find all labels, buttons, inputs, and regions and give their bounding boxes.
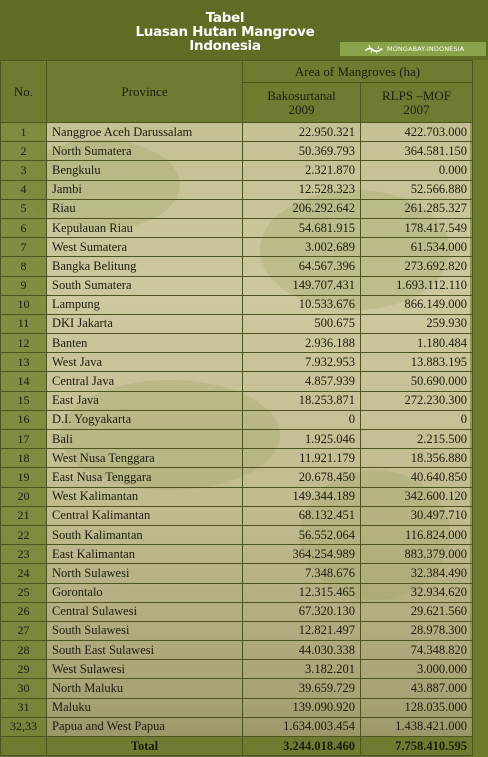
row-number: 9 <box>1 276 47 295</box>
row-number: 15 <box>1 391 47 410</box>
province-cell: Papua and West Papua <box>47 717 243 736</box>
row-number: 17 <box>1 430 47 449</box>
table-row <box>1 621 473 640</box>
table-row <box>1 199 473 218</box>
row-number: 29 <box>1 660 47 679</box>
bakosurtanal-value: 11.921.179 <box>243 449 361 468</box>
bakosurtanal-value: 1.634.003.454 <box>243 717 361 736</box>
column-group-header: Area of Mangroves (ha) <box>243 61 473 83</box>
bakosurtanal-value: 68.132.451 <box>243 506 361 525</box>
row-number: 25 <box>1 583 47 602</box>
bakosurtanal-value: 50.369.793 <box>243 142 361 161</box>
rlps-value: 866.149.000 <box>361 295 473 314</box>
province-cell: East Nusa Tenggara <box>47 468 243 487</box>
row-number: 31 <box>1 698 47 717</box>
mangrove-area-table <box>0 60 473 756</box>
row-number: 22 <box>1 525 47 544</box>
column-header-line: 2009 <box>288 101 315 117</box>
table-row <box>1 180 473 199</box>
table-row <box>1 410 473 429</box>
table-row <box>1 641 473 660</box>
rlps-value: 178.417.549 <box>361 218 473 237</box>
table-row <box>1 161 473 180</box>
bakosurtanal-value: 4.857.939 <box>243 372 361 391</box>
table-row <box>1 142 473 161</box>
bakosurtanal-value: 12.821.497 <box>243 621 361 640</box>
table-row <box>1 679 473 698</box>
title-line: Tabel <box>205 10 245 26</box>
bakosurtanal-value: 3.182.201 <box>243 660 361 679</box>
bakosurtanal-value: 64.567.396 <box>243 257 361 276</box>
title-line: Indonesia <box>189 38 261 54</box>
rlps-value: 40.640.850 <box>361 468 473 487</box>
province-cell: Nanggroe Aceh Darussalam <box>47 123 243 142</box>
bakosurtanal-value: 18.253.871 <box>243 391 361 410</box>
table-row <box>1 717 473 736</box>
rlps-value: 261.285.327 <box>361 199 473 218</box>
bakosurtanal-value: 39.659.729 <box>243 679 361 698</box>
brand-logo <box>340 42 486 56</box>
row-number: 5 <box>1 199 47 218</box>
table-row <box>1 602 473 621</box>
bakosurtanal-value: 67.320.130 <box>243 602 361 621</box>
province-cell: South East Sulawesi <box>47 641 243 660</box>
table-row <box>1 276 473 295</box>
province-cell: Lampung <box>47 295 243 314</box>
total-row <box>1 737 473 756</box>
bakosurtanal-value: 20.678.450 <box>243 468 361 487</box>
table-row <box>1 583 473 602</box>
bakosurtanal-value: 0 <box>243 410 361 429</box>
province-cell: Bengkulu <box>47 161 243 180</box>
total-label: Total <box>47 737 243 756</box>
bakosurtanal-value: 12.528.323 <box>243 180 361 199</box>
row-number: 8 <box>1 257 47 276</box>
province-cell: Bangka Belitung <box>47 257 243 276</box>
bakosurtanal-value: 2.321.870 <box>243 161 361 180</box>
province-cell: Bali <box>47 430 243 449</box>
rlps-value: 364.581.150 <box>361 142 473 161</box>
province-cell: West Sumatera <box>47 238 243 257</box>
brand-text: MONGABAY-INDONESIA <box>387 45 465 53</box>
rlps-value: 128.035.000 <box>361 698 473 717</box>
row-number: 1 <box>1 123 47 142</box>
bakosurtanal-value: 10.533.676 <box>243 295 361 314</box>
bakosurtanal-value: 364.254.989 <box>243 545 361 564</box>
rlps-value: 422.703.000 <box>361 123 473 142</box>
province-cell: Gorontalo <box>47 583 243 602</box>
bakosurtanal-value: 149.344.189 <box>243 487 361 506</box>
rlps-value: 259.930 <box>361 314 473 333</box>
province-cell: West Java <box>47 353 243 372</box>
rlps-value: 32.384.490 <box>361 564 473 583</box>
row-number: 30 <box>1 679 47 698</box>
row-number: 23 <box>1 545 47 564</box>
bakosurtanal-value: 22.950.321 <box>243 123 361 142</box>
bakosurtanal-value: 7.932.953 <box>243 353 361 372</box>
bakosurtanal-value: 2.936.188 <box>243 334 361 353</box>
province-cell: Central Kalimantan <box>47 506 243 525</box>
rlps-value: 29.621.560 <box>361 602 473 621</box>
table-row <box>1 295 473 314</box>
province-cell: West Kalimantan <box>47 487 243 506</box>
province-cell: East Java <box>47 391 243 410</box>
column-header-rlps <box>361 83 473 123</box>
rlps-value: 273.692.820 <box>361 257 473 276</box>
bakosurtanal-value: 206.292.642 <box>243 199 361 218</box>
column-header-no: No. <box>1 61 47 123</box>
table-row <box>1 506 473 525</box>
rlps-value: 1.438.421.000 <box>361 717 473 736</box>
row-number: 26 <box>1 602 47 621</box>
rlps-value: 74.348.820 <box>361 641 473 660</box>
column-header-line: RLPS –MOF <box>382 87 451 103</box>
table-row <box>1 238 473 257</box>
row-number: 7 <box>1 238 47 257</box>
bakosurtanal-value: 7.348.676 <box>243 564 361 583</box>
page-title <box>135 11 315 53</box>
rlps-value: 116.824.000 <box>361 525 473 544</box>
province-cell: DKI Jakarta <box>47 314 243 333</box>
province-cell: Maluku <box>47 698 243 717</box>
province-cell: D.I. Yogyakarta <box>47 410 243 429</box>
province-cell: Kepulauan Riau <box>47 218 243 237</box>
row-number: 32,33 <box>1 717 47 736</box>
rlps-value: 50.690.000 <box>361 372 473 391</box>
table-row <box>1 660 473 679</box>
header-banner <box>0 0 488 60</box>
province-cell: Central Sulawesi <box>47 602 243 621</box>
table-row <box>1 525 473 544</box>
total-rlps: 7.758.410.595 <box>361 737 473 756</box>
bakosurtanal-value: 139.090.920 <box>243 698 361 717</box>
table-row <box>1 353 473 372</box>
rlps-value: 32.934.620 <box>361 583 473 602</box>
column-header-bakosurtanal <box>243 83 361 123</box>
rlps-value: 0 <box>361 410 473 429</box>
bakosurtanal-value: 54.681.915 <box>243 218 361 237</box>
province-cell: Central Java <box>47 372 243 391</box>
rlps-value: 30.497.710 <box>361 506 473 525</box>
table-row <box>1 218 473 237</box>
province-cell: West Nusa Tenggara <box>47 449 243 468</box>
province-cell: North Sulawesi <box>47 564 243 583</box>
rlps-value: 61.534.000 <box>361 238 473 257</box>
table-row <box>1 449 473 468</box>
row-number: 12 <box>1 334 47 353</box>
rlps-value: 272.230.300 <box>361 391 473 410</box>
table-row <box>1 334 473 353</box>
row-number: 3 <box>1 161 47 180</box>
row-number: 2 <box>1 142 47 161</box>
bakosurtanal-value: 1.925.046 <box>243 430 361 449</box>
table-row <box>1 487 473 506</box>
column-header-line: Bakosurtanal <box>267 87 336 103</box>
row-number: 27 <box>1 621 47 640</box>
column-header-province: Province <box>47 61 243 123</box>
rlps-value: 1.180.484 <box>361 334 473 353</box>
row-number: 21 <box>1 506 47 525</box>
bakosurtanal-value: 149.707.431 <box>243 276 361 295</box>
row-number: 20 <box>1 487 47 506</box>
table-row <box>1 468 473 487</box>
row-number: 4 <box>1 180 47 199</box>
column-header-line: 2007 <box>403 101 430 117</box>
table-row <box>1 257 473 276</box>
table-row <box>1 545 473 564</box>
table-row <box>1 372 473 391</box>
rlps-value: 883.379.000 <box>361 545 473 564</box>
rlps-value: 28.978.300 <box>361 621 473 640</box>
row-number: 11 <box>1 314 47 333</box>
province-cell: South Sulawesi <box>47 621 243 640</box>
lizard-icon <box>364 44 384 54</box>
province-cell: South Sumatera <box>47 276 243 295</box>
province-cell: West Sulawesi <box>47 660 243 679</box>
province-cell: Riau <box>47 199 243 218</box>
province-cell: Jambi <box>47 180 243 199</box>
rlps-value: 342.600.120 <box>361 487 473 506</box>
province-cell: East Kalimantan <box>47 545 243 564</box>
rlps-value: 13.883.195 <box>361 353 473 372</box>
bakosurtanal-value: 44.030.338 <box>243 641 361 660</box>
rlps-value: 43.887.000 <box>361 679 473 698</box>
table-row <box>1 698 473 717</box>
bakosurtanal-value: 500.675 <box>243 314 361 333</box>
province-cell: North Sumatera <box>47 142 243 161</box>
table-row <box>1 314 473 333</box>
total-bakosurtanal: 3.244.018.460 <box>243 737 361 756</box>
row-number: 6 <box>1 218 47 237</box>
row-number: 24 <box>1 564 47 583</box>
row-number: 28 <box>1 641 47 660</box>
rlps-value: 0.000 <box>361 161 473 180</box>
rlps-value: 2.215.500 <box>361 430 473 449</box>
row-number: 13 <box>1 353 47 372</box>
total-no-cell <box>1 737 47 756</box>
rlps-value: 52.566.880 <box>361 180 473 199</box>
province-cell: North Maluku <box>47 679 243 698</box>
table-row <box>1 430 473 449</box>
bakosurtanal-value: 3.002.689 <box>243 238 361 257</box>
table-row <box>1 391 473 410</box>
rlps-value: 18.356.880 <box>361 449 473 468</box>
row-number: 19 <box>1 468 47 487</box>
row-number: 16 <box>1 410 47 429</box>
row-number: 18 <box>1 449 47 468</box>
title-line: Luasan Hutan Mangrove <box>135 24 315 40</box>
rlps-value: 3.000.000 <box>361 660 473 679</box>
rlps-value: 1.693.112.110 <box>361 276 473 295</box>
row-number: 14 <box>1 372 47 391</box>
bakosurtanal-value: 56.552.064 <box>243 525 361 544</box>
table-row <box>1 564 473 583</box>
bakosurtanal-value: 12.315.465 <box>243 583 361 602</box>
row-number: 10 <box>1 295 47 314</box>
province-cell: South Kalimantan <box>47 525 243 544</box>
table-row <box>1 123 473 142</box>
province-cell: Banten <box>47 334 243 353</box>
